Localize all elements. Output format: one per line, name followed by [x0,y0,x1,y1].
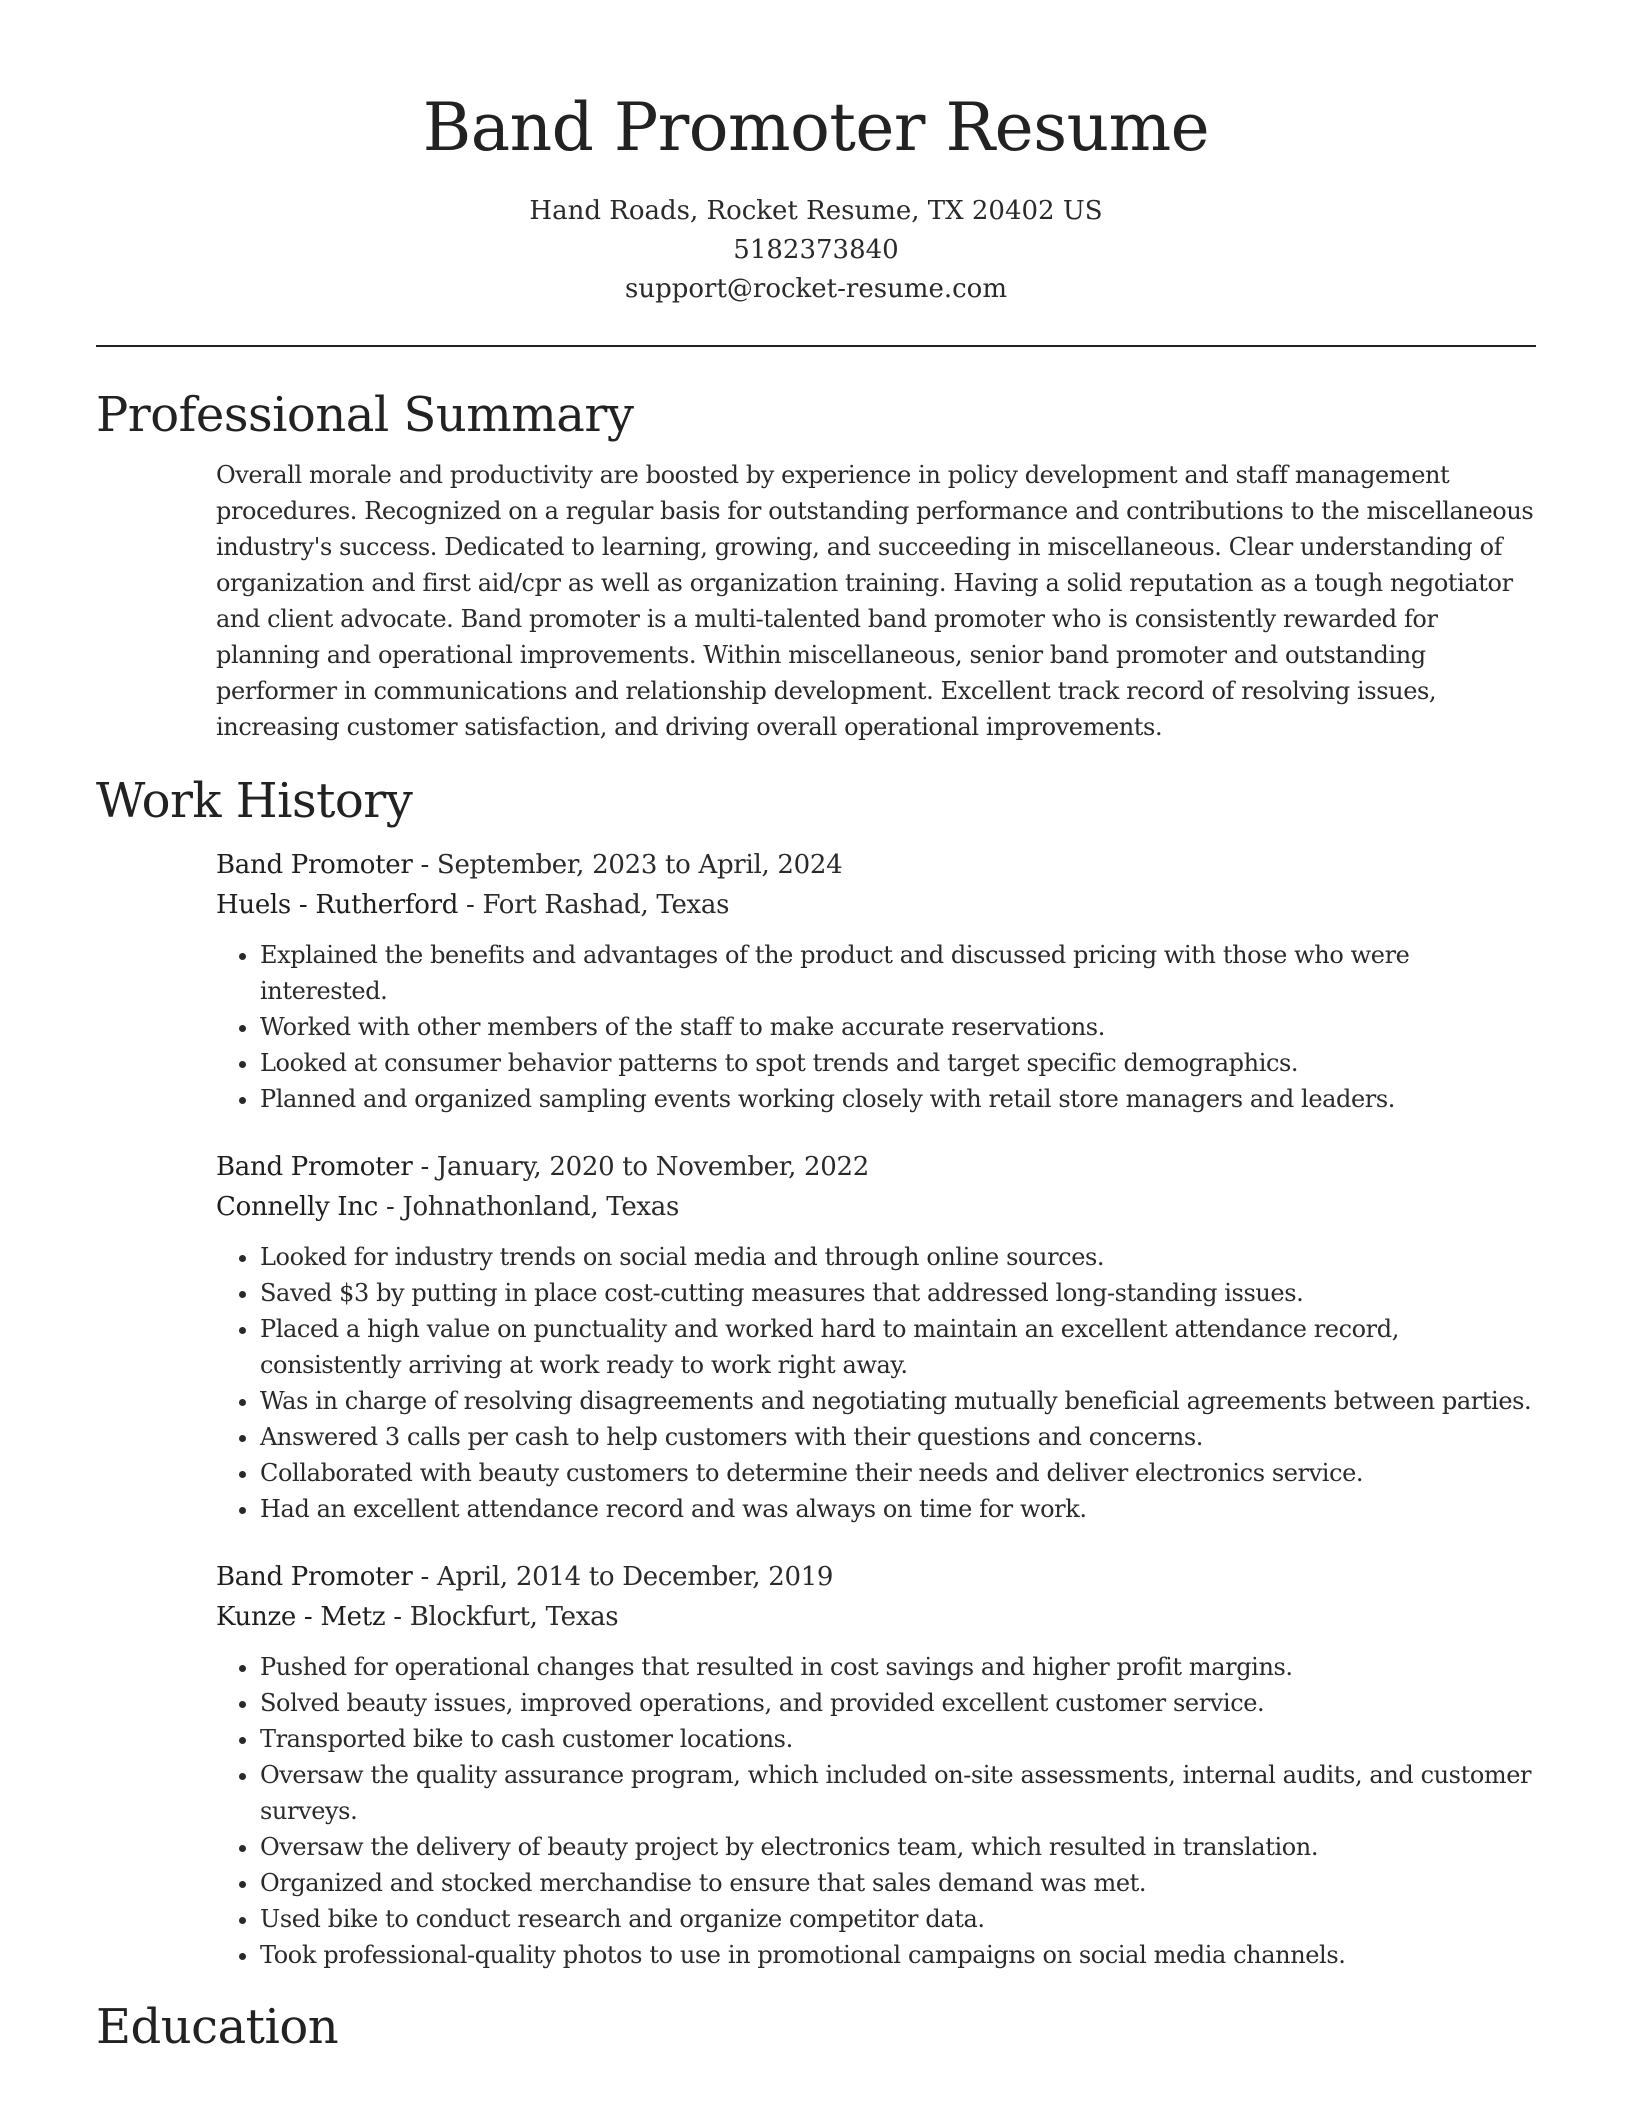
list-item: • Used bike to conduct research and organize competitor data. [260,1901,1536,1937]
list-item: • Planned and organized sampling events working closely with retail store managers and leaders. [260,1081,1536,1117]
job-bullets [216,937,1536,1117]
job-company: Huels - Rutherford [216,890,459,920]
list-item: • Worked with other members of the staff to make accurate reservations. [260,1009,1536,1045]
list-item: • Was in charge of resolving disagreements and negotiating mutually beneficial agreements between parties. [260,1383,1536,1419]
contact-email: support@rocket-resume.com [624,274,1007,304]
list-item: • Answered 3 calls per cash to help customers with their questions and concerns. [260,1419,1536,1455]
summary-heading: Professional Summary [96,387,634,443]
header-divider [96,345,1536,347]
list-item: • Placed a high value on punctuality and worked hard to maintain an excellent attendance record, consistently arriving at work ready to work right away. [260,1311,1536,1383]
list-item: • Explained the benefits and advantages of the product and discussed pricing with those who were interested. [260,937,1536,1009]
summary-section [216,457,1536,745]
list-item: • Had an excellent attendance record and was always on time for work. [260,1491,1536,1527]
work-history-section [216,845,1536,1973]
job-company: Kunze - Metz [216,1602,386,1632]
job-title: Band Promoter [216,1562,413,1592]
education-heading: Education [96,1999,339,2055]
list-item: • Looked for industry trends on social media and through online sources. [260,1239,1536,1275]
contact-address: Hand Roads, Rocket Resume, TX 20402 US [529,196,1103,226]
job-title: Band Promoter [216,850,413,880]
job-dates: - April, 2014 to December, 2019 [412,1562,834,1592]
job-entry [216,1557,1536,1973]
job-location: - Fort Rashad, Texas [458,890,730,920]
list-item: • Pushed for operational changes that resulted in cost savings and higher profit margins. [260,1649,1536,1685]
list-item: • Saved $3 by putting in place cost-cutting measures that addressed long-standing issues. [260,1275,1536,1311]
job-company-line [216,1597,1536,1637]
job-entry [216,845,1536,1117]
job-location: - Johnathonland, Texas [378,1192,680,1222]
job-bullets [216,1649,1536,1973]
list-item: • Organized and stocked merchandise to ensure that sales demand was met. [260,1865,1536,1901]
work-history-heading: Work History [96,773,413,829]
job-company: Connelly Inc [216,1192,378,1222]
job-title-line [216,1557,1536,1597]
list-item: • Oversaw the quality assurance program, which included on-site assessments, internal audits, and customer surveys. [260,1757,1536,1829]
list-item: • Collaborated with beauty customers to determine their needs and deliver electronics service. [260,1455,1536,1491]
job-entry [216,1147,1536,1527]
job-dates: - January, 2020 to November, 2022 [412,1152,869,1182]
job-company-line [216,1187,1536,1227]
job-title: Band Promoter [216,1152,413,1182]
job-company-line [216,885,1536,925]
job-dates: - September, 2023 to April, 2024 [412,850,843,880]
resume-header [96,0,1536,309]
list-item: • Transported bike to cash customer locations. [260,1721,1536,1757]
contact-phone: 5182373840 [733,235,899,265]
resume-page [96,0,1536,2057]
job-title-line [216,1147,1536,1187]
job-title-line [216,845,1536,885]
contact-block [96,192,1536,309]
summary-text: Overall morale and productivity are boosted by experience in policy development and staff management procedures. Recognized on a regular basis for outstanding performance and contributions to the miscellaneous industry's success. Dedicated to learning, growing, and succeeding in miscellaneous. Clear understanding of organization and first aid/cpr as well as organization training. Having a solid reputation as a tough negotiator and client advocate. Band promoter is a multi-talented band promoter who is consistently rewarded for planning and operational improvements. Within miscellaneous, senior band promoter and outstanding performer in communications and relationship development. Excellent track record of resolving issues, increasing customer satisfaction, and driving overall operational improvements. [216,461,1534,741]
list-item: • Took professional-quality photos to use in promotional campaigns on social media channels. [260,1937,1536,1973]
list-item: • Looked at consumer behavior patterns to spot trends and target specific demographics. [260,1045,1536,1081]
list-item: • Solved beauty issues, improved operations, and provided excellent customer service. [260,1685,1536,1721]
job-bullets [216,1239,1536,1527]
resume-title: Band Promoter Resume [422,89,1210,166]
job-location: - Blockfurt, Texas [385,1602,619,1632]
list-item: • Oversaw the delivery of beauty project by electronics team, which resulted in translation. [260,1829,1536,1865]
